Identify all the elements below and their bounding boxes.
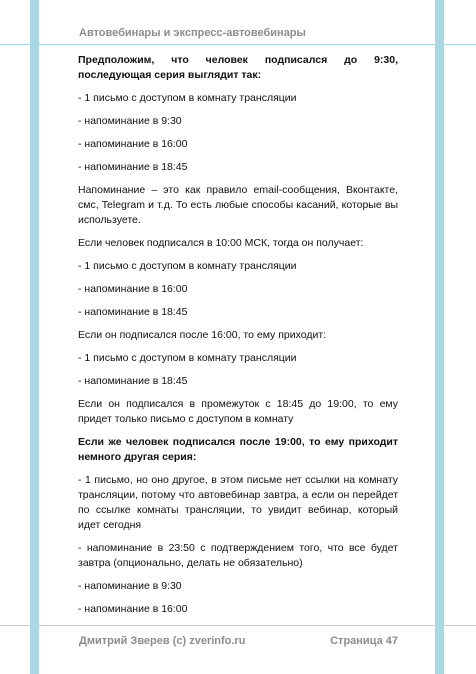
page-number: Страница 47 xyxy=(330,635,398,647)
paragraph: Предположим, что человек подписался до 9:30, последующая серия выглядит так: xyxy=(78,54,398,81)
footer-divider xyxy=(0,625,476,626)
right-margin-bar xyxy=(435,0,444,674)
list-item: - напоминание в 23:50 с подтверждением того, что все будет завтра (опционально, делать не обязательно) xyxy=(78,542,398,569)
paragraph: Если он подписался после 16:00, то ему приходит: xyxy=(78,329,327,341)
list-item: - напоминание в 16:00 xyxy=(78,603,188,615)
paragraph: Если он подписался в промежуток с 18:45 до 19:00, то ему придет только письмо с доступом в комнату xyxy=(78,398,398,425)
list-item: - 1 письмо с доступом в комнату трансляции xyxy=(78,260,297,272)
list-item: - напоминание в 18:45 xyxy=(78,161,188,173)
paragraph: Если человек подписался в 10:00 МСК, тогда он получает: xyxy=(78,237,364,249)
paragraph: Напоминание – это как правило email-сообщения, Вконтакте, смс, Telegram и т.д. То есть любые способы касаний, которые вы используете. xyxy=(78,184,398,226)
list-item: - 1 письмо с доступом в комнату трансляции xyxy=(78,92,297,104)
footer-author: Дмитрий Зверев (c) zverinfo.ru xyxy=(79,635,246,647)
list-item: - напоминание в 9:30 xyxy=(78,115,182,127)
list-item: - напоминание в 16:00 xyxy=(78,138,188,150)
paragraph: Если же человек подписался после 19:00, то ему приходит немного другая серия: xyxy=(78,436,398,463)
list-item: - напоминание в 18:45 xyxy=(78,306,188,318)
page-body xyxy=(78,53,398,625)
list-item: - 1 письмо, но оно другое, в этом письме нет ссылки на комнату трансляции, потому что автовебинар завтра, а если он перейдет по ссылке комнаты трансляции, то увидит вебинар, который идет сегодня xyxy=(78,474,398,531)
list-item: - напоминание в 18:45 xyxy=(78,375,188,387)
list-item: - напоминание в 9:30 xyxy=(78,580,182,592)
left-margin-bar xyxy=(30,0,39,674)
header-divider xyxy=(0,44,476,45)
list-item: - 1 письмо с доступом в комнату трансляции xyxy=(78,352,297,364)
page-header-title: Автовебинары и экспресс-автовебинары xyxy=(79,27,306,39)
list-item: - напоминание в 16:00 xyxy=(78,283,188,295)
